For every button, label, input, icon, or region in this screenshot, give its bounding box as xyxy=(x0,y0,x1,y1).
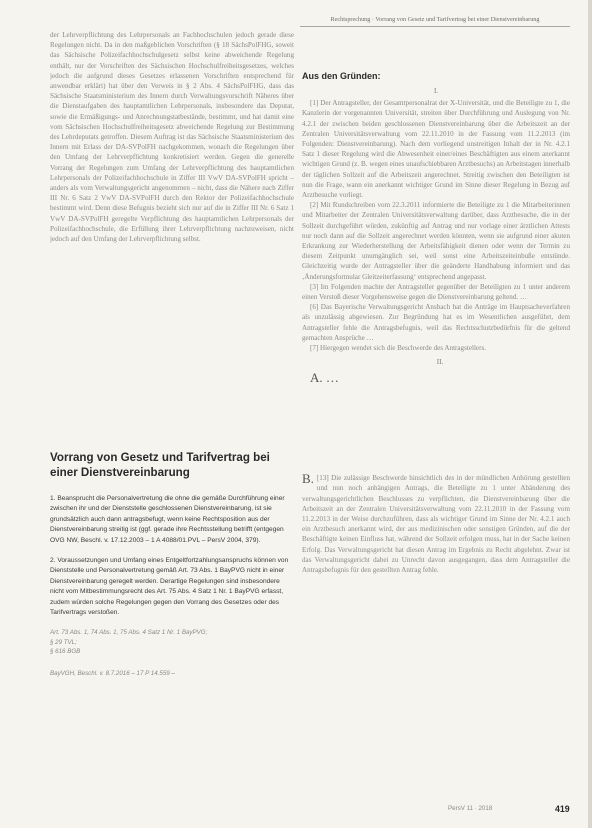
paragraph: [3] Im Folgenden machte der Antragsteller gegenüber der Beteiligten zu 1 unter anderem einen Verstoß dieser Vorgehensweise gegen die Dienstvereinbarung geltend. … xyxy=(302,282,570,302)
headnote-2: 2. Voraussetzungen und Umfang eines Entgeltfortzahlungsanspruchs können von Dienststelle und Personalvertretung gemäß Art. 73 Abs. 1 BayPVG nicht in einer Dienstvereinbarung geregelt werden. Derartige Regelungen sind insbesondere nicht vom Mitbestimmungsrecht des Art. 75 Abs. 4 Satz 1 Nr. 1 BayPVG erfasst, zudem würden solche Regelungen gegen den Vorrang des Gesetzes oder des Tarifvertrags verstoßen. xyxy=(50,557,289,617)
citation-line: § 29 TVL; xyxy=(50,638,77,646)
journal-footer: PersV 11 · 2018 xyxy=(448,805,493,812)
headnote xyxy=(50,494,294,618)
citation-line: Art. 73 Abs. 1, 74 Abs. 1, 75 Abs. 4 Satz 1 Nr. 1 BayPVG; xyxy=(50,629,208,637)
section-b xyxy=(302,473,570,598)
left-column xyxy=(50,30,294,679)
paragraph: [7] Hiergegen wendet sich die Beschwerde des Antragstellers. xyxy=(310,344,486,353)
roman-numeral-1: I. xyxy=(433,87,439,95)
section-heading: Vorrang von Gesetz und Tarifvertrag bei einer Dienstvereinbarung xyxy=(50,451,270,479)
citations xyxy=(50,628,294,656)
section-letter-a: A. … xyxy=(310,370,339,386)
headnote-1: 1. Beansprucht die Personalvertretung die ohne die gemäße Durchführung einer zwischen ihr und der Dienststelle geschlossenen Dienstvereinbarung, ist sie grundsätzlich auch dann antragsbefugt, wenn keine Rechtsposition aus der Dienstvereinbarung streitig ist (ggf. gerade ihre Rechtsstellung betrifft (entgegen OVG NW, Beschl. v. 17.12.2003 – 1 A 4088/01.PVL – PersV 2004, 379). xyxy=(50,495,285,544)
page-edge xyxy=(588,0,592,828)
citation-line: § 616 BGB xyxy=(50,648,81,656)
running-head: Rechtsprechung · Vorrang von Gesetz und Tarifvertrag bei einer Dienstvereinbarung xyxy=(300,16,570,27)
left-column-body: der Lehrverpflichtung des Lehrpersonals an Fachhochschulen jedoch gerade diese Regelungen nicht. Da in den maßgeblichen Vorschriften (§ 18 SächsPolFHG, soweit das Sächsische Polizeifachhochschulgesetz selbst keine abweichende Regelung enthält, nur der Vorschriften des Sächsischen Hochschulfreiheitsgesetzes, welches jedoch die aufgrund dieses Gesetzes erlassenen Vorschriften entsprechend für anwendbar erklärt) hat über den Verweis in § 2 Abs. 4 SächsPolFHG, dass das Sächsische Staatsministerium des Innern durch Verwaltungsvorschrift Näheres über die Dienstaufgaben des hauptamtlichen Lehrpersonals, insbesondere das Deputat, sowie die Ermäßigungs- und Anrechnungstatbestände, bestimmt, und hat damit eine vom Sächsischen Hochschulfreiheitsgesetz abweichende Regelung zur Bestimmung des Lehrdeputats getroffen. Diesem Auftrag ist das Sächsische Staatsministerium des Innern mit Erlass der DA-SVPolFH nachgekommen, wonach die Regelungen über den Umfang der Lehrverpflichtung konkretisiert werden. Gegen die generelle Vorrang der Regelungen zum Umfang der Lehrverpflichtung des hauptamtlichen Lehrpersonals der Polizeifachhochschule in Ziffer III VwV DA-SVPolFH spricht – anders als vom Verwaltungsgericht angenommen – nicht, dass die Nähere nach Ziffer III Nr. 6 Satz 2 VwV DA-SVPolFH durch den Rektor der Polizeifachhochschule bestimmt wird. Denn diese Befugnis bezieht sich nur auf die in Ziffer III Nr. 6 Satz 1 VwV DA-SVPolFH geregelte Verpflichtung des hauptamtlichen Lehrpersonals der Polizeifachhochschule, die Erfüllung ihrer Lehrverpflichtung nachzuweisen, nicht jedoch auf den Umfang der Lehrverpflichtung selbst. xyxy=(50,31,294,244)
paragraph: [6] Das Bayerische Verwaltungsgericht Ansbach hat die Anträge im Hauptsacheverfahren als unzulässig abgewiesen. Zur Begründung hat es im Wesentlichen ausgeführt, dem Antragsteller fehle die Antragsbefugnis, weil das Rechtsschutzbedürfnis für die geltend gemachten Ansprüche … xyxy=(302,303,570,342)
paragraph-b: [13] Die zulässige Beschwerde hinsichtlich des in der mündlichen Anhörung gestellten und nun noch anhängigen Antrags, die Beteiligte zu 1 unter Abänderung des verwaltungsgerichtlichen Beschlusses zu verpflichten, die Dienstvereinbarung über die Arbeitszeit an der Zentralen Universitätsverwaltung vom 22.11.2010 in der Fassung vom 11.2.2013 in der Weise durchzuführen, dass als wichtiger Grund im Sinne der Nr. 4.2.1 auch ein Arztbesuch anerkannt wird, der aus medizinischen oder sonstigen Gründen, auf die der Beschäftigte keinen Einfluss hat, während der Sollzeit erfolgen muss, hat in der Sache keinen Erfolg. Das Verwaltungsgericht hat diesen Antrag im Ergebnis zu Recht abgelehnt. Zwar ist das Verwaltungsgericht dabei zu Unrecht davon ausgegangen, dass dem Antragsteller die Antragsbefugnis für den gestellten Antrag fehle. xyxy=(302,474,570,575)
right-column-body xyxy=(302,98,570,463)
section-letter-b: B. xyxy=(302,473,314,487)
paragraph: [1] Der Antragsteller, der Gesamtpersonalrat der X-Universität, und die Beteiligte zu 1, die Kanzlerin der vorgenannten Universität, streiten über Durchführung und Auslegung von Nr. 4.2.1 der zwischen beiden geschlossenen Dienstvereinbarung über die Arbeitszeit an der Zentralen Universitätsverwaltung vom 22.11.2010 in der Fassung vom 11.2.2013 (im Folgenden: Dienstvereinbarung). Nach dem vorliegend unstreitigen Inhalt der in Nr. 4.2.1 Satz 1 dieser Regelung wird die Abwesenheit einer/eines Beschäftigten aus einem anerkannt wichtigen Grund (z. B. wegen eines unaufschiebbaren Arztbesuchs) an Arbeitstagen innerhalb der täglichen Sollzeit auf die Arbeitszeit angerechnet. Streitig zwischen den Beteiligten ist nun die Frage, wann ein anerkannt wichtiger Grund im Sinne dieser Regelung in Bezug auf Arztbesuche vorliegt. xyxy=(302,99,570,200)
source-reference: BayVGH, Beschl. v. 8.7.2016 – 17 P 14.559 – xyxy=(50,669,175,677)
left-column-body-wrap xyxy=(50,30,294,432)
reasons-heading: Aus den Gründen: xyxy=(302,71,381,81)
page-number: 419 xyxy=(555,804,570,814)
paragraph: [2] Mit Rundschreiben vom 22.3.2011 informierte die Beteiligte zu 1 die Mitarbeiterinnen und Mitarbeiter der Zentralen Universitätsverwaltung darüber, dass Arztbesuche, die in der Sollzeit durchgeführt würden, zukünftig auf Antrag und nur vorlage einer ärztlichen Attests nur noch dann auf die Sollzeit angerechnet werden könnten, wenn sie aufgrund einer akuten Erkrankung zur Wiederherstellung der Arbeitsfähigkeit dienen oder wenn der Termin zu diesem Zeitpunkt unumgänglich sei, weil sonst eine Arbeitszeiteinbuße entstünde. Gleichzeitig wurde der Antragsteller über die geänderte Handhabung informiert und das ‚Änderungsformular Gleitzeiterfassung‘ entsprechend angepasst. xyxy=(302,201,570,281)
right-column xyxy=(302,30,570,598)
roman-numeral-2: II. xyxy=(436,358,444,367)
